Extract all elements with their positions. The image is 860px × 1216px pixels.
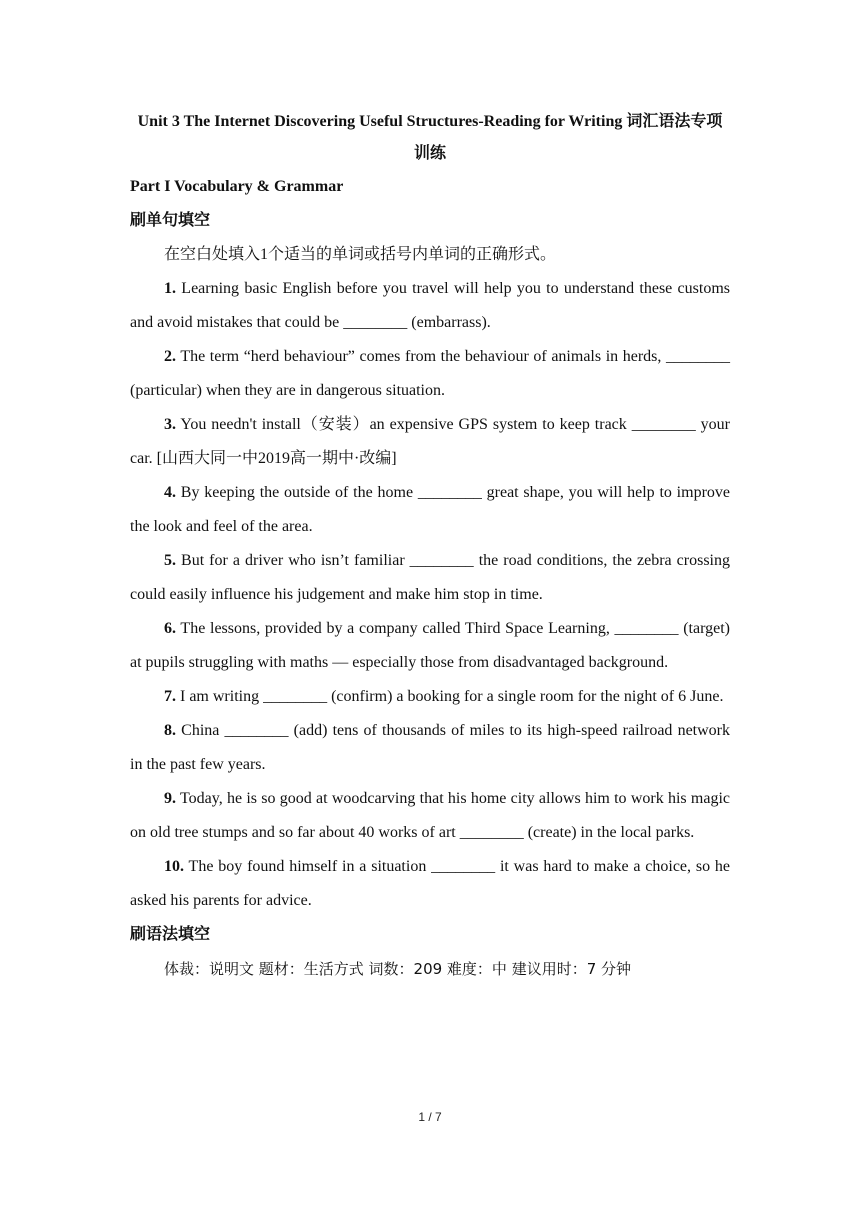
question-item: [130, 476, 730, 544]
section-heading-sentence-fill: 刷单句填空: [130, 212, 211, 229]
passage-meta: 体裁：说明文 题材：生活方式 词数：209 难度：中 建议用时：7 分钟: [164, 960, 632, 978]
question-item: [130, 408, 730, 476]
question-text: You needn't install（安装）an expensive GPS system to keep track ________ your car. [山西大同一中2019高一期中·改编]: [130, 416, 730, 467]
question-text: But for a driver who isn’t familiar ________ the road conditions, the zebra crossing could easily influence his judgement and make him stop in time.: [130, 552, 731, 603]
question-number: 2.: [164, 348, 176, 365]
question-item: [130, 544, 730, 612]
document-body: [130, 106, 730, 986]
question-number: 6.: [164, 620, 176, 637]
question-item: [130, 714, 730, 782]
question-text: By keeping the outside of the home ________ great shape, you will help to improve the look and feel of the area.: [130, 484, 730, 535]
question-text: China ________ (add) tens of thousands of miles to its high-speed railroad network in the past few years.: [130, 722, 731, 773]
question-number: 5.: [164, 552, 176, 569]
question-item: [130, 612, 730, 680]
question-item: [130, 272, 730, 340]
question-number: 10.: [164, 858, 184, 875]
question-text: Learning basic English before you travel will help you to understand these customs and avoid mistakes that could be ________ (embarrass).: [130, 280, 731, 331]
section-heading-grammar-fill: 刷语法填空: [130, 926, 211, 943]
question-number: 9.: [164, 790, 176, 807]
question-item: [130, 850, 730, 918]
question-number: 3.: [164, 416, 176, 433]
question-number: 7.: [164, 688, 176, 705]
question-text: The boy found himself in a situation ________ it was hard to make a choice, so he asked his parents for advice.: [130, 858, 731, 909]
question-item: [130, 340, 730, 408]
question-item: [130, 680, 730, 714]
question-number: 8.: [164, 722, 176, 739]
question-text: The term “herd behaviour” comes from the behaviour of animals in herds, ________ (particular) when they are in dangerous situation.: [130, 348, 730, 399]
page-number: 1 / 7: [418, 1110, 442, 1124]
document-title: Unit 3 The Internet Discovering Useful Structures-Reading for Writing 词汇语法专项训练: [137, 113, 723, 162]
question-number: 4.: [164, 484, 176, 501]
part-heading: Part I Vocabulary & Grammar: [130, 178, 344, 195]
question-text: I am writing ________ (confirm) a booking for a single room for the night of 6 June.: [180, 688, 724, 705]
question-text: The lessons, provided by a company called Third Space Learning, ________ (target) at pupils struggling with maths — especially those from disadvantaged background.: [130, 620, 731, 671]
question-number: 1.: [164, 280, 176, 297]
section-instruction: 在空白处填入1个适当的单词或括号内单词的正确形式。: [164, 246, 557, 263]
question-text: Today, he is so good at woodcarving that his home city allows him to work his magic on old tree stumps and so far about 40 works of art ________ (create) in the local parks.: [130, 790, 730, 841]
question-item: [130, 782, 730, 850]
